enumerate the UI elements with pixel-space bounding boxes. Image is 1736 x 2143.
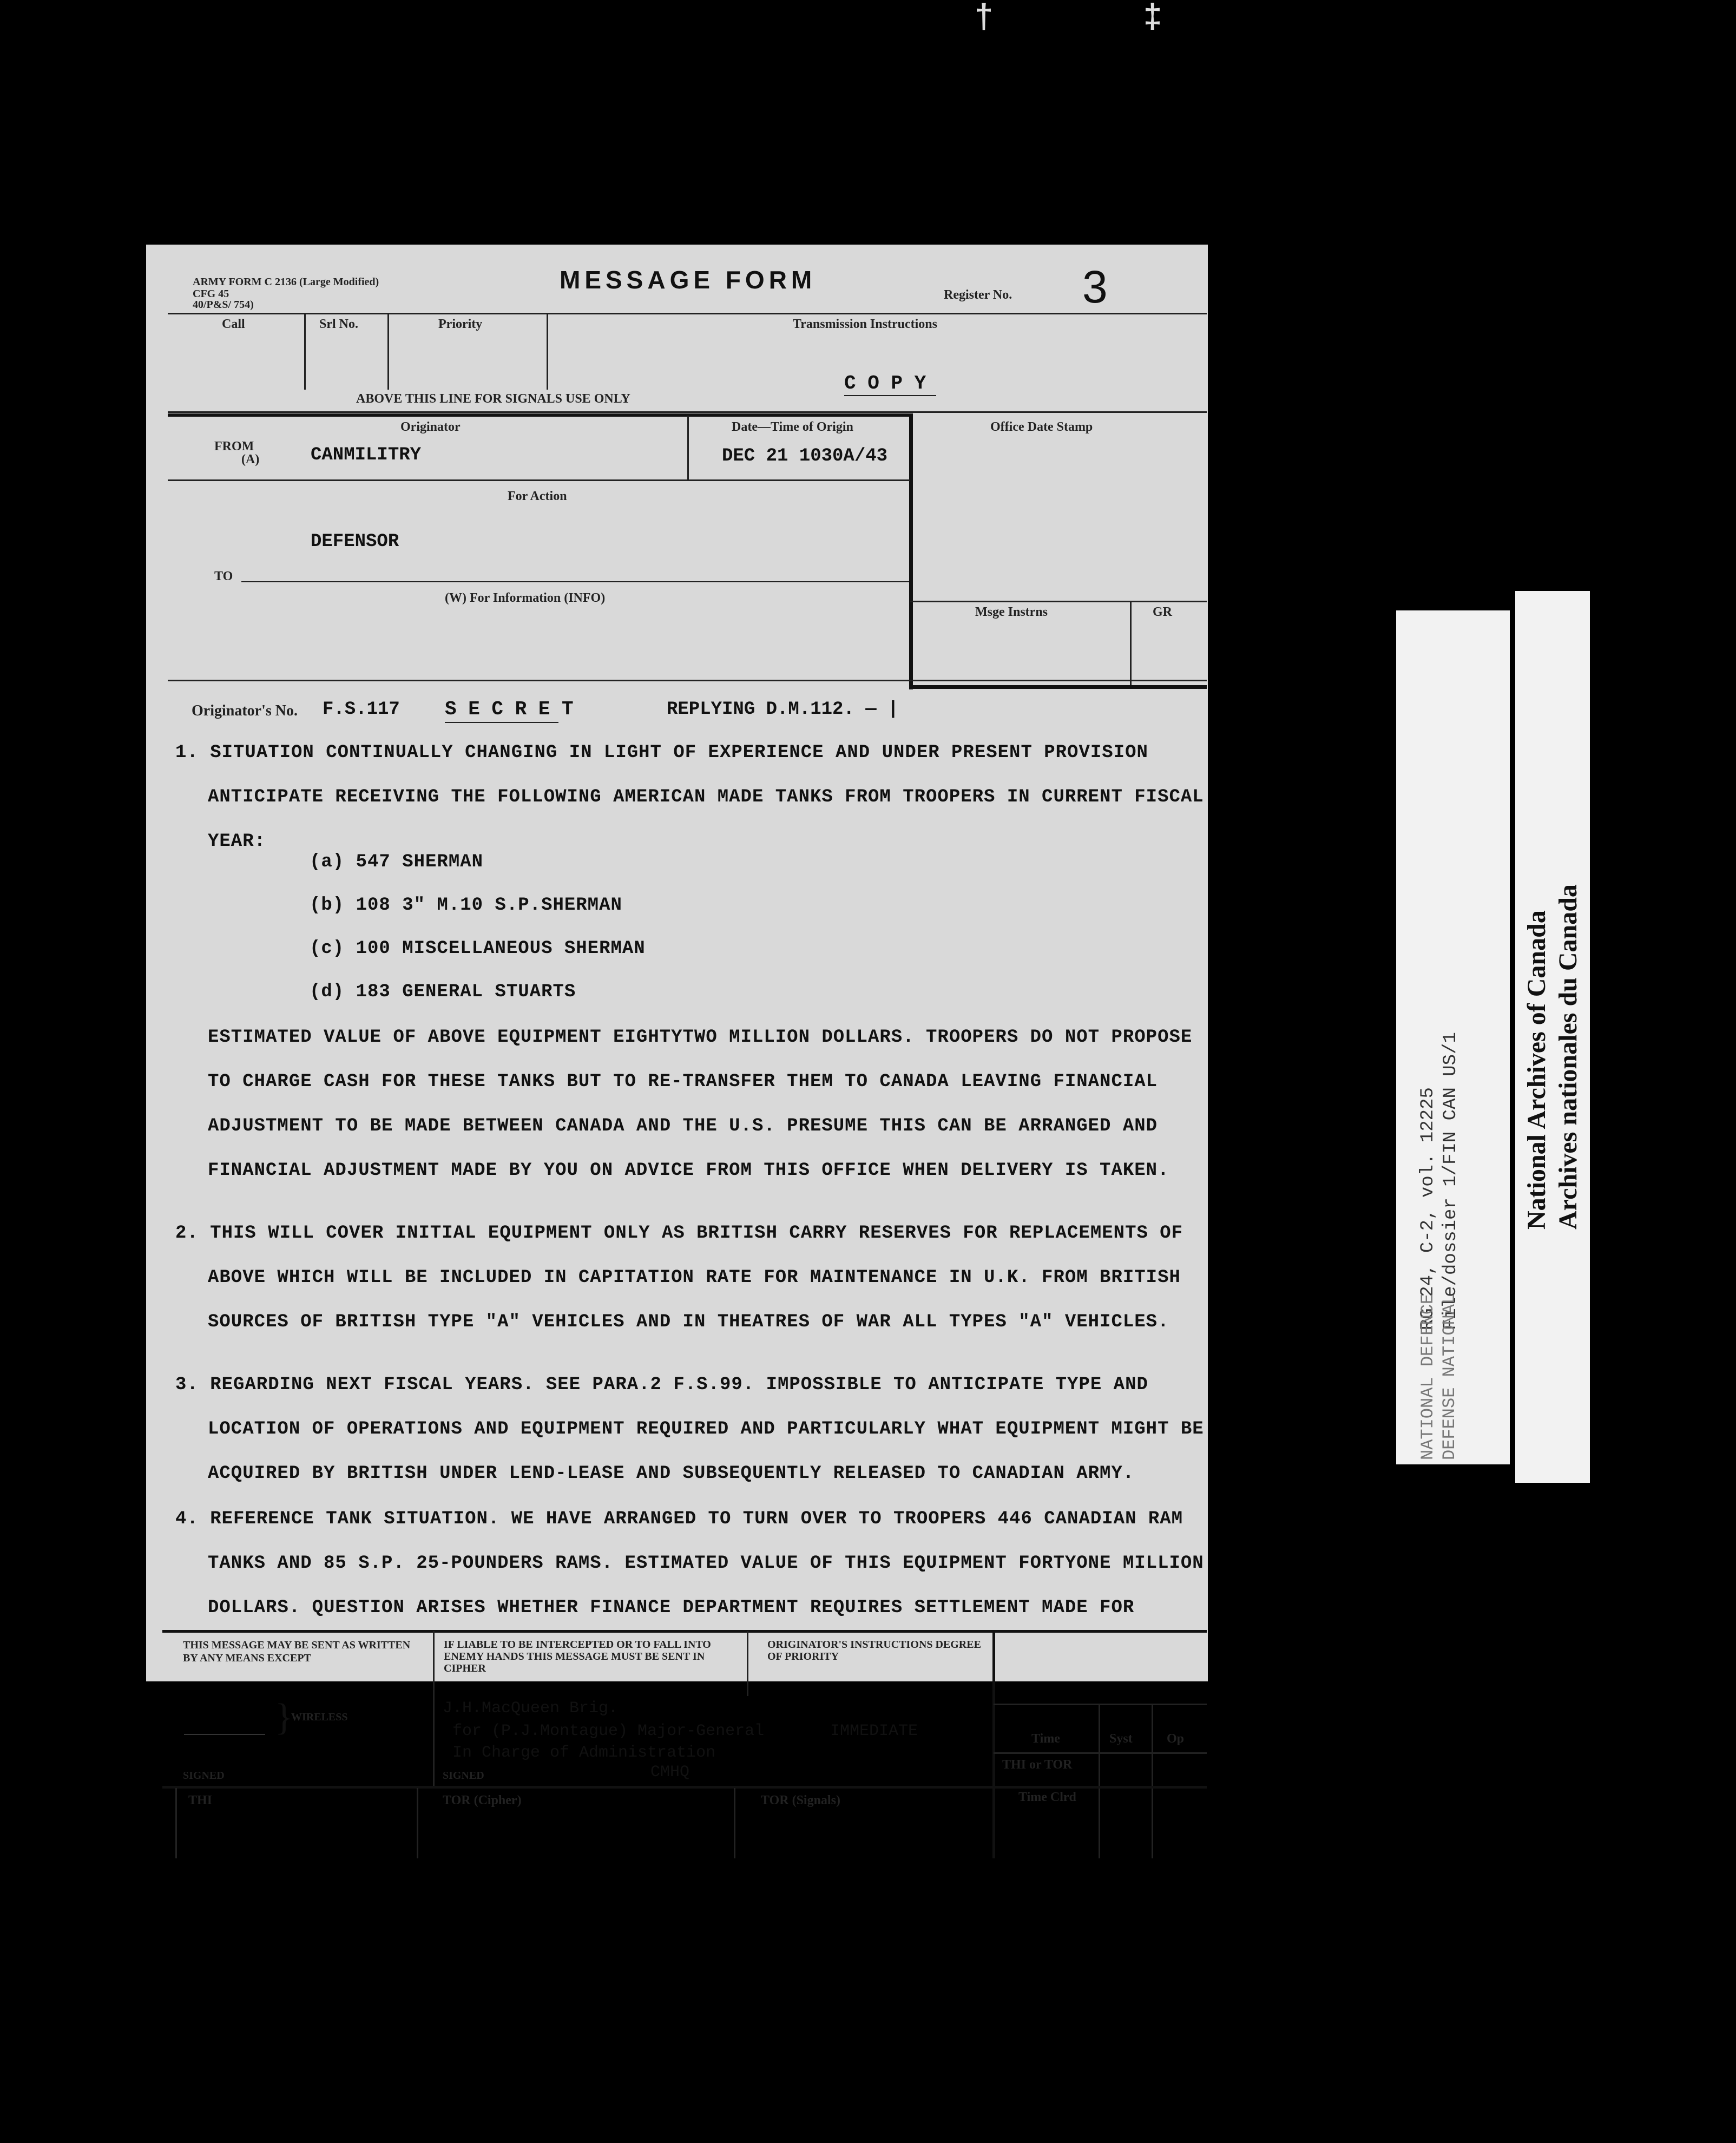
to-label: TO: [214, 569, 233, 583]
message-form-sheet: [146, 245, 1208, 1807]
national-archives-fr: Archives nationales du Canada: [1554, 884, 1582, 1230]
para-1b-line-1: ESTIMATED VALUE OF ABOVE EQUIPMENT EIGHTYTWO MILLION DOLLARS. TROOPERS DO NOT PROPOSE: [208, 1027, 1193, 1048]
list-item-b: (b) 108 3" M.10 S.P.SHERMAN: [310, 895, 622, 916]
above-line-note: ABOVE THIS LINE FOR SIGNALS USE ONLY: [356, 392, 630, 406]
register-label: Register No.: [944, 288, 1012, 302]
para-1-line-2: ANTICIPATE RECEIVING THE FOLLOWING AMERICAN MADE TANKS FROM TROOPERS IN CURRENT FISCAL: [208, 787, 1204, 807]
para-1b-line-4: FINANCIAL ADJUSTMENT MADE BY YOU ON ADVICE FROM THIS OFFICE WHEN DELIVERY IS TAKEN.: [208, 1160, 1169, 1181]
signer-line-4: CMHQ: [650, 1763, 690, 1782]
cipher-note: IF LIABLE TO BE INTERCEPTED OR TO FALL INTO ENEMY HANDS THIS MESSAGE MUST BE SENT IN CIPHER: [444, 1639, 711, 1674]
army-form-label: ARMY FORM C 2136 (Large Modified): [193, 276, 379, 288]
para-3-line-1: 3. REGARDING NEXT FISCAL YEARS. SEE PARA.2 F.S.99. IMPOSSIBLE TO ANTICIPATE TYPE AND: [175, 1375, 1148, 1395]
wireless-label: WIRELESS: [291, 1711, 348, 1723]
originator-value: CANMILITRY: [311, 445, 422, 465]
national-defence-line-2: DEFENSE NATIONAL: [1439, 1293, 1459, 1460]
register-number: 3: [1082, 261, 1108, 312]
originators-instructions-label: ORIGINATOR'S INSTRUCTIONS DEGREE OF PRIORITY: [767, 1639, 981, 1662]
list-item-a: (a) 547 SHERMAN: [310, 852, 484, 872]
from-label: FROM: [214, 439, 254, 453]
cfg-label: CFG 45: [193, 288, 229, 300]
mage-instrns-label: Msge Instrns: [975, 605, 1048, 619]
syst-label: Syst: [1109, 1732, 1133, 1746]
call-label: Call: [222, 317, 245, 331]
para-4-line-1: 4. REFERENCE TANK SITUATION. WE HAVE ARRANGED TO TURN OVER TO TROOPERS 446 CANADIAN RAM: [175, 1509, 1183, 1529]
list-item-d: (d) 183 GENERAL STUARTS: [310, 982, 576, 1002]
para-3-line-2: LOCATION OF OPERATIONS AND EQUIPMENT REQUIRED AND PARTICULARLY WHAT EQUIPMENT MIGHT BE: [208, 1419, 1204, 1439]
form-title: MESSAGE FORM: [560, 266, 817, 294]
para-3-line-3: ACQUIRED BY BRITISH UNDER LEND-LEASE AND SUBSEQUENTLY RELEASED TO CANADIAN ARMY.: [208, 1463, 1135, 1484]
para-2-line-1: 2. THIS WILL COVER INITIAL EQUIPMENT ONLY AS BRITISH CARRY RESERVES FOR REPLACEMENTS OF: [175, 1223, 1183, 1244]
form-code: 40/P&S/ 754): [193, 299, 254, 311]
national-archives-strip: [1515, 591, 1590, 1483]
originator-label: Originator: [400, 420, 461, 434]
op-label: Op: [1167, 1732, 1185, 1746]
national-defence-line-1: NATIONAL DEFENCE: [1418, 1293, 1438, 1460]
gr-label: GR: [1153, 605, 1172, 619]
time-label: Time: [1031, 1732, 1060, 1746]
date-time-value: DEC 21 1030A/43: [722, 446, 888, 466]
list-item-c: (c) 100 MISCELLANEOUS SHERMAN: [310, 938, 646, 959]
tor-cipher-label: TOR (Cipher): [443, 1793, 522, 1807]
time-clrd-label: Time Clrd: [1018, 1790, 1076, 1804]
para-1b-line-2: TO CHARGE CASH FOR THESE TANKS BUT TO RE-TRANSFER THEM TO CANADA LEAVING FINANCIAL: [208, 1072, 1158, 1092]
tor-signals-label: TOR (Signals): [761, 1793, 840, 1807]
thi-label: THI: [188, 1793, 213, 1807]
may-be-sent-note: THIS MESSAGE MAY BE SENT AS WRITTEN BY ANY MEANS EXCEPT: [183, 1639, 411, 1664]
para-2-line-3: SOURCES OF BRITISH TYPE "A" VEHICLES AND IN THEATRES OF WAR ALL TYPES "A" VEHICLES.: [208, 1312, 1169, 1332]
signer-line-1: J.H.MacQueen Brig.: [443, 1699, 619, 1718]
originators-no-value: F.S.117: [323, 699, 400, 720]
signed-label-left: SIGNED: [183, 1770, 225, 1782]
replying-reference: REPLYING D.M.112. — |: [667, 699, 899, 720]
copy-stamp: C O P Y: [844, 372, 926, 395]
to-value: DEFENSOR: [311, 531, 399, 552]
transmission-label: Transmission Instructions: [793, 317, 937, 331]
from-sub-label: (A): [241, 452, 260, 466]
top-marks: † ‡: [974, 0, 1228, 37]
priority-value: IMMEDIATE: [830, 1722, 918, 1740]
for-info-label: (W) For Information (INFO): [445, 591, 606, 605]
srl-no-label: Srl No.: [319, 317, 358, 331]
thi-or-tor-label: THI or TOR: [1002, 1758, 1073, 1772]
para-1-line-3: YEAR:: [208, 831, 266, 852]
archive-ref-line-1: RG 24, C-2, vol. 12225: [1418, 1087, 1438, 1330]
para-4-line-2: TANKS AND 85 S.P. 25-POUNDERS RAMS. ESTIMATED VALUE OF THIS EQUIPMENT FORTYONE MILLION: [208, 1553, 1204, 1574]
archive-reference-strip: [1396, 610, 1510, 1464]
para-1-line-1: 1. SITUATION CONTINUALLY CHANGING IN LIGHT OF EXPERIENCE AND UNDER PRESENT PROVISION: [175, 742, 1148, 763]
priority-label: Priority: [438, 317, 483, 331]
date-time-label: Date—Time of Origin: [732, 420, 853, 434]
for-action-label: For Action: [508, 489, 567, 503]
signed-label-middle: SIGNED: [443, 1770, 484, 1782]
signer-line-2: for (P.J.Montague) Major-General: [452, 1722, 765, 1740]
para-4-line-3: DOLLARS. QUESTION ARISES WHETHER FINANCE DEPARTMENT REQUIRES SETTLEMENT MADE FOR: [208, 1598, 1135, 1618]
originators-no-label: Originator's No.: [192, 702, 298, 719]
brace-mark: }: [275, 1697, 293, 1738]
signer-line-3: In Charge of Administration: [452, 1744, 716, 1762]
para-2-line-2: ABOVE WHICH WILL BE INCLUDED IN CAPITATION RATE FOR MAINTENANCE IN U.K. FROM BRITISH: [208, 1267, 1181, 1288]
national-archives-en: National Archives of Canada: [1522, 910, 1551, 1230]
archive-ref-line-2: File/dossier 1/FIN CAN US/1: [1441, 1032, 1461, 1330]
secret-marking: S E C R E T: [445, 698, 574, 720]
para-1b-line-3: ADJUSTMENT TO BE MADE BETWEEN CANADA AND THE U.S. PRESUME THIS CAN BE ARRANGED AND: [208, 1116, 1158, 1136]
office-date-stamp-label: Office Date Stamp: [990, 420, 1093, 434]
